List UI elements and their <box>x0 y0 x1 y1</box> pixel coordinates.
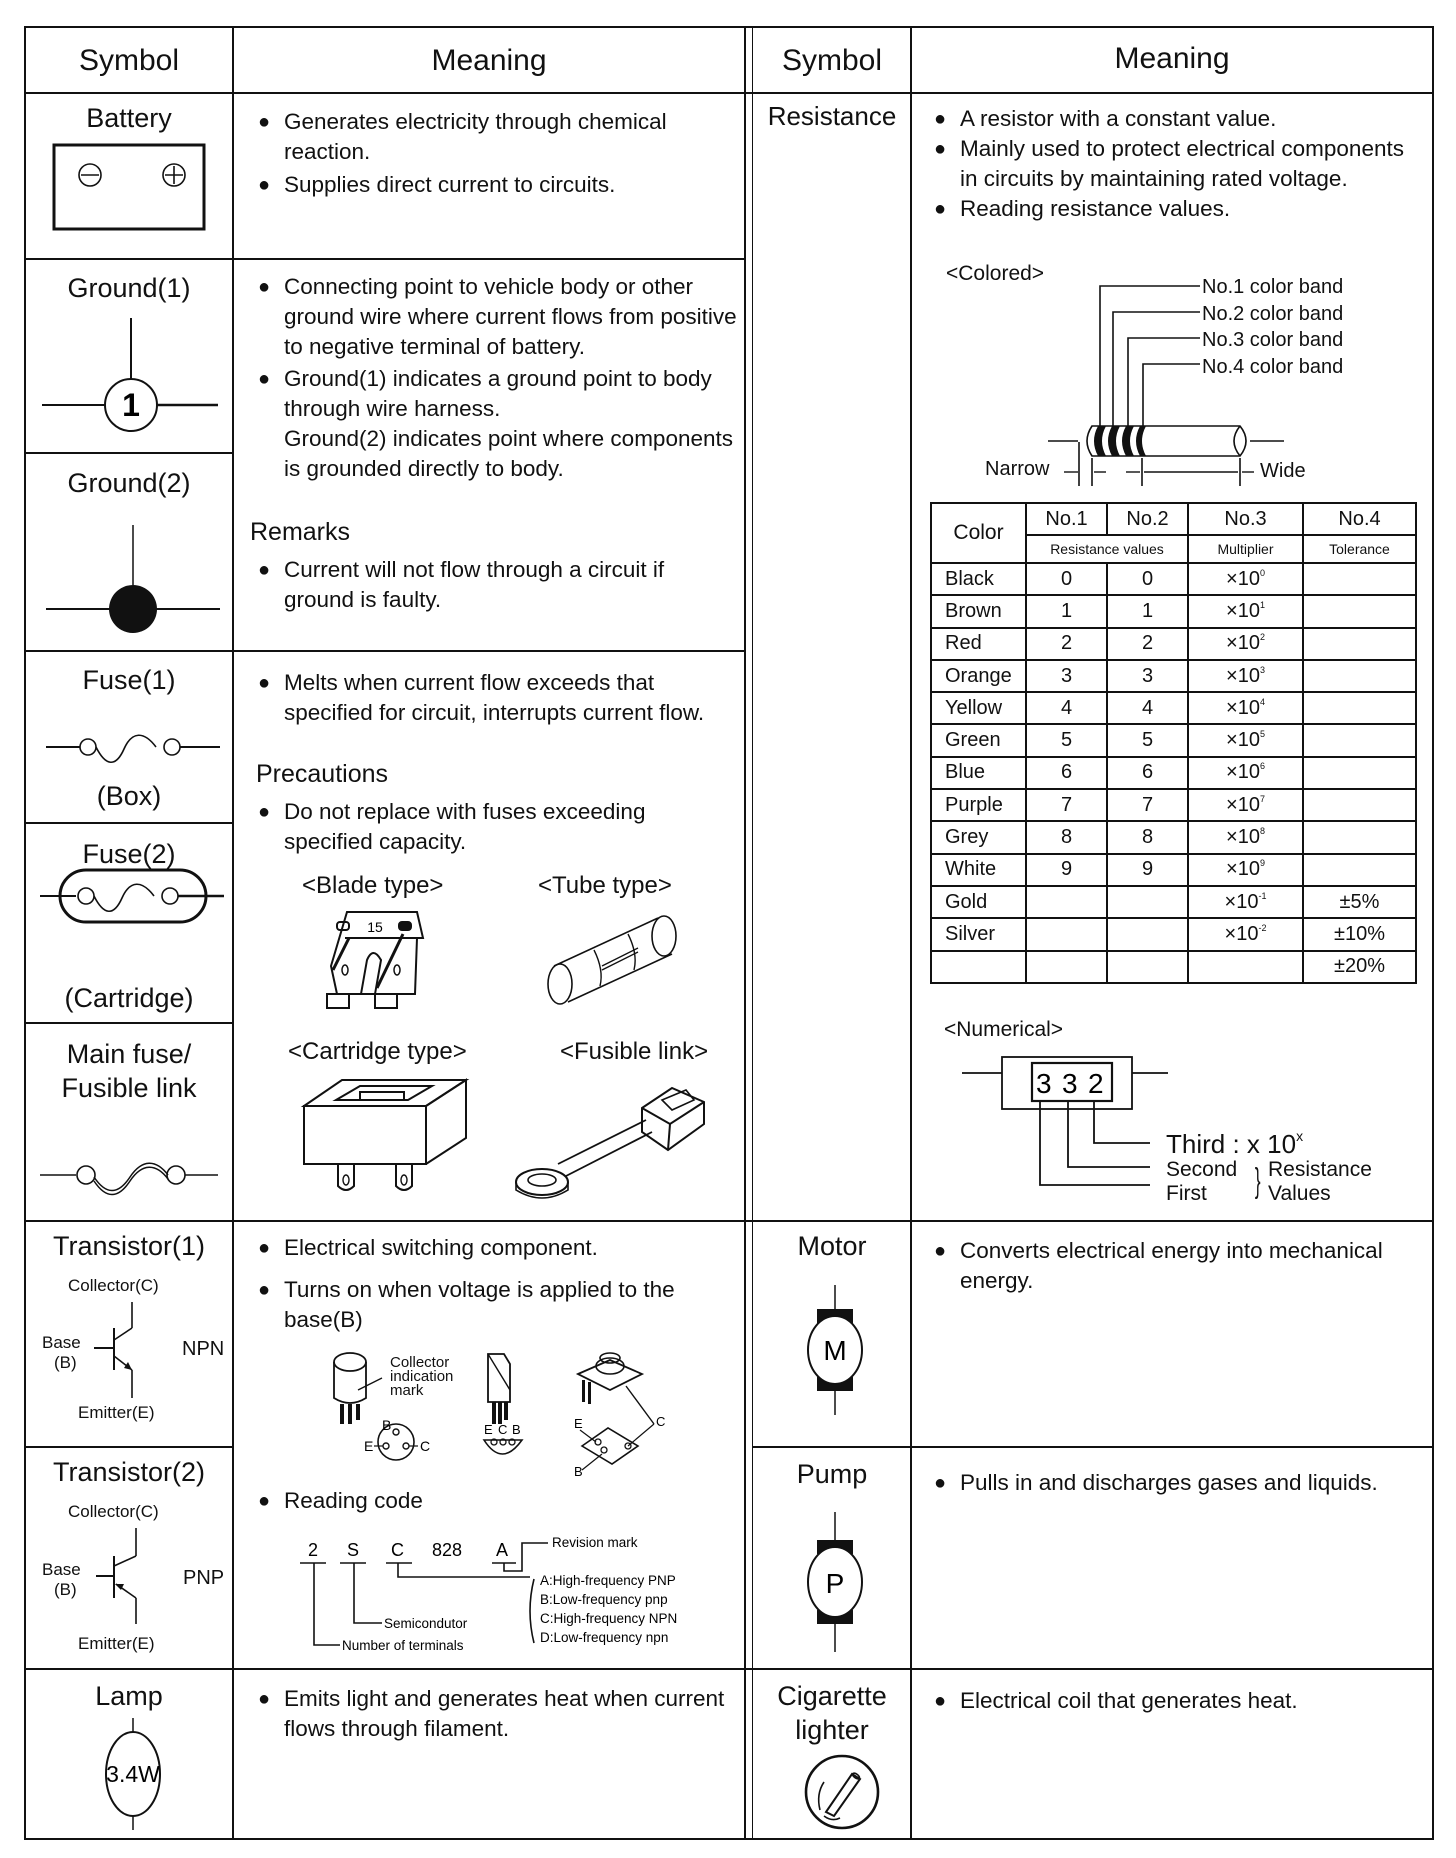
narrow-label: Narrow <box>985 458 1050 480</box>
bullet-item: ● Mainly used to protect electrical components in circuits by maintaining rated voltage. <box>934 134 1414 194</box>
table-row <box>931 918 1416 950</box>
grid-line <box>24 1668 1434 1670</box>
color-name-cell: Purple <box>931 789 1026 821</box>
grid-line <box>24 822 234 824</box>
svg-text:E: E <box>484 1422 493 1437</box>
digit1-cell: 4 <box>1026 692 1107 724</box>
multiplier-exponent: 2 <box>1259 632 1265 643</box>
fuse2-symbol-icon <box>40 866 224 928</box>
code-char: 828 <box>432 1540 463 1560</box>
tolerance-cell <box>1303 789 1416 821</box>
bullet-item: ● Pulls in and discharges gases and liquids. <box>934 1468 1434 1498</box>
grid-line <box>24 26 1434 28</box>
multiplier-base: ×10 <box>1224 890 1259 913</box>
svg-text:B: B <box>382 1417 392 1433</box>
multiplier-exponent: 6 <box>1259 761 1265 772</box>
collector-mark-line: Collector <box>390 1354 450 1371</box>
bullet-item: ● Emits light and generates heat when current flows through filament. <box>258 1684 728 1744</box>
main-fuse-label-line2: Fusible link <box>61 1072 197 1103</box>
precautions-list <box>258 797 708 857</box>
transistor1-label: Transistor(1) <box>52 1231 206 1261</box>
multiplier-exponent: 8 <box>1259 826 1265 837</box>
numerical-digit: 2 <box>1088 1068 1104 1099</box>
first-digit-label: First <box>1166 1182 1207 1205</box>
second-first-labels <box>1166 1158 1237 1206</box>
header-symbol-left: Symbol <box>78 44 180 77</box>
resistance-values-line: Resistance <box>1268 1158 1372 1181</box>
pump-letter: P <box>825 1568 845 1599</box>
collector-label: Collector(C) <box>68 1502 159 1521</box>
multiplier-cell <box>1188 724 1303 756</box>
table-header-row <box>931 503 1416 535</box>
table-row <box>931 951 1416 983</box>
digit1-cell <box>1026 918 1107 950</box>
tolerance-cell: ±10% <box>1303 918 1416 950</box>
tolerance-cell <box>1303 757 1416 789</box>
color-name-cell <box>931 951 1026 983</box>
column-header: No.2 <box>1107 503 1188 535</box>
tube-type-caption: <Tube type> <box>538 872 672 899</box>
multiplier-cell <box>1188 595 1303 627</box>
flat-transistor-package-icon <box>480 1350 550 1460</box>
column-header: No.1 <box>1026 503 1107 535</box>
multiplier-base: ×10 <box>1226 826 1260 849</box>
tolerance-cell <box>1303 595 1416 627</box>
lighter-label-line1: Cigarette <box>777 1681 887 1711</box>
bullet-item: ● Converts electrical energy into mechanical energy. <box>934 1236 1414 1296</box>
tolerance-cell: ±5% <box>1303 886 1416 918</box>
multiplier-base: ×10 <box>1226 632 1260 655</box>
table-row <box>931 886 1416 918</box>
type-label: A:High-frequency PNP <box>540 1573 676 1588</box>
motor-label: Motor <box>797 1231 867 1261</box>
main-fuse-label-line1: Main fuse/ <box>66 1039 192 1069</box>
code-char: S <box>347 1540 360 1560</box>
digit1-cell <box>1026 886 1107 918</box>
band-label: No.2 color band <box>1202 302 1344 325</box>
ground2-label: Ground(2) <box>67 468 191 498</box>
color-name-cell: Blue <box>931 757 1026 789</box>
color-name-cell: Gold <box>931 886 1026 918</box>
motor-letter: M <box>823 1335 847 1366</box>
digit2-cell: 4 <box>1107 692 1188 724</box>
svg-text:B: B <box>574 1464 583 1479</box>
terminals-label: Number of terminals <box>342 1638 464 1653</box>
multiplier-exponent: 9 <box>1259 858 1265 869</box>
color-column-header: Color <box>931 503 1026 563</box>
digit2-cell <box>1107 951 1188 983</box>
digit2-cell: 0 <box>1107 563 1188 595</box>
multiplier-cell <box>1188 757 1303 789</box>
grid-line <box>24 1838 1434 1840</box>
fusible-link-caption: <Fusible link> <box>560 1038 709 1065</box>
multiplier-exponent: 5 <box>1259 729 1265 740</box>
numerical-digit: 3 <box>1036 1068 1052 1099</box>
color-name-cell: Orange <box>931 660 1026 692</box>
multiplier-exponent: 0 <box>1259 567 1265 578</box>
multiplier-cell <box>1188 918 1303 950</box>
digit2-cell: 9 <box>1107 854 1188 886</box>
reading-code-heading: ● Reading code <box>258 1486 423 1516</box>
cigarette-lighter-label <box>754 1680 910 1748</box>
column-subheader: Tolerance <box>1303 535 1416 563</box>
resistance-meaning <box>934 104 1414 224</box>
header-meaning-left: Meaning <box>431 44 547 77</box>
table-row <box>931 563 1416 595</box>
multiplier-exponent: 1 <box>1259 599 1265 610</box>
remarks-heading: Remarks <box>250 518 351 546</box>
third-digit-exponent: x <box>1296 1128 1304 1144</box>
emitter-label: Emitter(E) <box>78 1403 155 1422</box>
resistance-values-line: Values <box>1268 1182 1331 1205</box>
transistor2-label: Transistor(2) <box>52 1457 206 1487</box>
grid-line <box>752 26 753 1840</box>
fuse-meaning <box>258 668 728 728</box>
pump-symbol-icon <box>800 1512 870 1652</box>
cigarette-lighter-symbol-icon <box>802 1752 882 1832</box>
table-row <box>931 821 1416 853</box>
lamp-rating: 3.4W <box>106 1761 160 1787</box>
wide-label: Wide <box>1260 460 1306 482</box>
type-label: B:Low-frequency pnp <box>540 1592 668 1607</box>
column-header: No.4 <box>1303 503 1416 535</box>
tube-fuse-icon <box>540 910 690 1010</box>
base-label: Base <box>42 1333 81 1352</box>
code-char: C <box>391 1540 404 1560</box>
grid-line <box>24 258 746 260</box>
cartridge-fuse-icon <box>302 1078 472 1198</box>
tolerance-cell: ±20% <box>1303 951 1416 983</box>
digit1-cell: 0 <box>1026 563 1107 595</box>
semiconductor-label: Semicondutor <box>384 1616 468 1631</box>
battery-label: Battery <box>86 103 172 133</box>
motor-meaning <box>934 1236 1414 1296</box>
multiplier-base: ×10 <box>1226 664 1260 687</box>
resistor-color-code-table <box>930 502 1417 984</box>
fuse2-sublabel: (Cartridge) <box>64 983 194 1013</box>
colored-resistor-diagram-icon <box>1040 280 1240 490</box>
bullet-item: ● Current will not flow through a circuit if ground is faulty. <box>258 555 728 615</box>
grid-line <box>24 452 234 454</box>
numerical-digit: 3 <box>1062 1068 1078 1099</box>
tolerance-cell <box>1303 724 1416 756</box>
battery-symbol-icon <box>52 143 206 231</box>
color-name-cell: Grey <box>931 821 1026 853</box>
fuse1-sublabel: (Box) <box>96 781 162 811</box>
column-subheader: Resistance values <box>1026 535 1188 563</box>
band-label: No.4 color band <box>1202 355 1344 378</box>
collector-label: Collector(C) <box>68 1276 159 1295</box>
color-name-cell: Red <box>931 628 1026 660</box>
svg-text:1: 1 <box>122 387 140 423</box>
multiplier-base: ×10 <box>1226 567 1260 590</box>
ground2-note: Ground(2) indicates point where components is grounded directly to body. <box>284 426 734 481</box>
lamp-meaning <box>258 1684 728 1744</box>
base-label: Base <box>42 1560 81 1579</box>
ground-meaning <box>258 272 738 484</box>
multiplier-cell <box>1188 886 1303 918</box>
multiplier-base: ×10 <box>1224 922 1259 945</box>
multiplier-base: ×10 <box>1226 858 1260 881</box>
digit1-cell: 7 <box>1026 789 1107 821</box>
digit2-cell <box>1107 886 1188 918</box>
numerical-heading: <Numerical> <box>944 1018 1064 1041</box>
grid-line <box>24 650 746 652</box>
grid-line <box>24 1446 234 1448</box>
fuse1-symbol-icon <box>44 727 224 767</box>
multiplier-base: ×10 <box>1226 696 1260 719</box>
grid-line <box>232 26 234 1840</box>
digit1-cell: 1 <box>1026 595 1107 627</box>
multiplier-cell <box>1188 821 1303 853</box>
grid-line <box>910 26 912 1840</box>
ground2-symbol-icon <box>44 525 224 635</box>
multiplier-exponent: 7 <box>1259 793 1265 804</box>
collector-indication-mark-label <box>390 1356 453 1398</box>
precautions-heading: Precautions <box>256 760 389 788</box>
revision-mark-label: Revision mark <box>552 1535 638 1550</box>
table-row <box>931 757 1416 789</box>
npn-label: NPN <box>182 1338 225 1360</box>
lighter-meaning <box>934 1686 1414 1716</box>
blade-type-caption: <Blade type> <box>302 872 444 899</box>
reading-code-section <box>258 1486 423 1516</box>
pump-label: Pump <box>796 1459 868 1489</box>
tolerance-cell <box>1303 854 1416 886</box>
base-label-abbr: (B) <box>54 1580 77 1599</box>
digit1-cell: 6 <box>1026 757 1107 789</box>
tolerance-cell <box>1303 563 1416 595</box>
base-label-abbr: (B) <box>54 1353 77 1372</box>
bullet-item: ● A resistor with a constant value. <box>934 104 1414 134</box>
transistor-meaning <box>258 1233 728 1335</box>
grid-line <box>24 92 1434 94</box>
motor-symbol-icon <box>800 1285 870 1415</box>
main-fuse-label <box>26 1038 232 1106</box>
pump-meaning <box>934 1468 1434 1498</box>
table-row <box>931 854 1416 886</box>
resistance-values-label <box>1268 1158 1372 1206</box>
type-label: C:High-frequency NPN <box>540 1611 678 1626</box>
multiplier-cell <box>1188 854 1303 886</box>
table-row <box>931 692 1416 724</box>
emitter-label: Emitter(E) <box>78 1634 155 1653</box>
bullet-item: ● Generates electricity through chemical reaction. <box>258 107 728 167</box>
multiplier-base: ×10 <box>1226 793 1260 816</box>
bullet-item: ● Ground(1) indicates a ground point to body through wire harness. <box>258 364 738 424</box>
fusible-link-symbol-icon <box>40 1155 220 1195</box>
bullet-item: ● Connecting point to vehicle body or other ground wire where current flows from positive to negative terminal of battery. <box>258 272 738 362</box>
band-label: No.1 color band <box>1202 276 1344 298</box>
svg-text:C: C <box>656 1414 666 1429</box>
digit2-cell: 2 <box>1107 628 1188 660</box>
column-header: No.3 <box>1188 503 1303 535</box>
multiplier-exponent: 4 <box>1259 696 1265 707</box>
bullet-item: ● Electrical switching component. <box>258 1233 728 1263</box>
multiplier-cell <box>1188 563 1303 595</box>
fuse2-label: Fuse(2) <box>82 839 176 869</box>
tolerance-cell <box>1303 821 1416 853</box>
multiplier-base: ×10 <box>1226 729 1260 752</box>
code-char: 2 <box>308 1540 319 1560</box>
transistor-code-diagram <box>290 1535 710 1653</box>
multiplier-base: ×10 <box>1226 761 1260 784</box>
digit1-cell <box>1026 951 1107 983</box>
color-name-cell: White <box>931 854 1026 886</box>
color-name-cell: Brown <box>931 595 1026 627</box>
table-row <box>931 595 1416 627</box>
multiplier-exponent: 3 <box>1259 664 1265 675</box>
blade-fuse-rating: 15 <box>367 919 383 935</box>
pnp-transistor-symbol-icon <box>96 1528 156 1628</box>
table-row <box>931 660 1416 692</box>
multiplier-exponent: -1 <box>1258 890 1267 901</box>
digit1-cell: 3 <box>1026 660 1107 692</box>
band-label: No.3 color band <box>1202 329 1344 351</box>
collector-mark-line: mark <box>390 1382 424 1399</box>
digit1-cell: 9 <box>1026 854 1107 886</box>
table-row <box>931 789 1416 821</box>
multiplier-cell <box>1188 660 1303 692</box>
digit2-cell: 3 <box>1107 660 1188 692</box>
lamp-symbol-icon <box>96 1718 170 1830</box>
brace-icon: } <box>1254 1162 1261 1200</box>
multiplier-base: ×10 <box>1226 599 1260 622</box>
pnp-label: PNP <box>183 1567 225 1589</box>
bullet-item: ● Do not replace with fuses exceeding specified capacity. <box>258 797 708 857</box>
digit2-cell: 8 <box>1107 821 1188 853</box>
digit1-cell: 8 <box>1026 821 1107 853</box>
multiplier-cell <box>1188 789 1303 821</box>
second-digit-label: Second <box>1166 1158 1238 1181</box>
fusible-link-icon <box>512 1078 712 1198</box>
svg-text:E: E <box>364 1438 374 1454</box>
ground1-label: Ground(1) <box>67 273 191 303</box>
multiplier-exponent: -2 <box>1258 922 1267 933</box>
tolerance-cell <box>1303 660 1416 692</box>
resistance-label: Resistance <box>767 101 897 131</box>
svg-text:C: C <box>420 1438 431 1454</box>
digit1-cell: 5 <box>1026 724 1107 756</box>
multiplier-cell <box>1188 951 1303 983</box>
collector-mark-line: indication <box>390 1368 454 1385</box>
bullet-item: ● Turns on when voltage is applied to the base(B) <box>258 1275 728 1335</box>
cartridge-type-caption: <Cartridge type> <box>288 1038 467 1065</box>
multiplier-cell <box>1188 692 1303 724</box>
blade-fuse-icon <box>325 910 425 1010</box>
tolerance-cell <box>1303 692 1416 724</box>
grid-line <box>744 26 746 1840</box>
third-digit-label <box>1166 1128 1303 1160</box>
code-char: A <box>496 1540 509 1560</box>
fuse1-label: Fuse(1) <box>82 665 176 695</box>
digit2-cell: 5 <box>1107 724 1188 756</box>
digit2-cell: 1 <box>1107 595 1188 627</box>
remarks-list <box>258 555 728 615</box>
digit2-cell <box>1107 918 1188 950</box>
color-name-cell: Yellow <box>931 692 1026 724</box>
color-name-cell: Black <box>931 563 1026 595</box>
grid-line <box>24 1220 1434 1222</box>
bullet-item: ● Electrical coil that generates heat. <box>934 1686 1414 1716</box>
svg-text:E: E <box>574 1416 583 1431</box>
lighter-label-line2: lighter <box>795 1714 869 1745</box>
grid-line <box>1432 26 1434 1840</box>
table-row <box>931 628 1416 660</box>
battery-meaning <box>258 107 728 200</box>
header-symbol-right: Symbol <box>781 44 883 77</box>
bullet-item: ● Melts when current flow exceeds that specified for circuit, interrupts current flow. <box>258 668 728 728</box>
multiplier-cell <box>1188 628 1303 660</box>
digit2-cell: 6 <box>1107 757 1188 789</box>
lamp-label: Lamp <box>95 1681 163 1711</box>
power-transistor-package-icon <box>570 1346 700 1479</box>
digit2-cell: 7 <box>1107 789 1188 821</box>
svg-text:B: B <box>512 1422 521 1437</box>
npn-transistor-symbol-icon <box>92 1302 152 1402</box>
grid-line <box>752 1446 1434 1448</box>
column-subheader: Multiplier <box>1188 535 1303 563</box>
tolerance-cell <box>1303 628 1416 660</box>
color-name-cell: Green <box>931 724 1026 756</box>
table-row <box>931 724 1416 756</box>
third-digit-text: Third : x 10 <box>1166 1129 1297 1159</box>
bullet-item: ● Reading resistance values. <box>934 194 1414 224</box>
grid-line <box>24 1022 234 1024</box>
colored-heading: <Colored> <box>946 262 1045 285</box>
bullet-item: ● Supplies direct current to circuits. <box>258 170 728 200</box>
type-label: D:Low-frequency npn <box>540 1630 669 1645</box>
header-meaning-right: Meaning <box>1114 42 1230 75</box>
color-name-cell: Silver <box>931 918 1026 950</box>
digit1-cell: 2 <box>1026 628 1107 660</box>
ground1-symbol-icon <box>40 318 220 436</box>
svg-text:C: C <box>498 1422 508 1437</box>
